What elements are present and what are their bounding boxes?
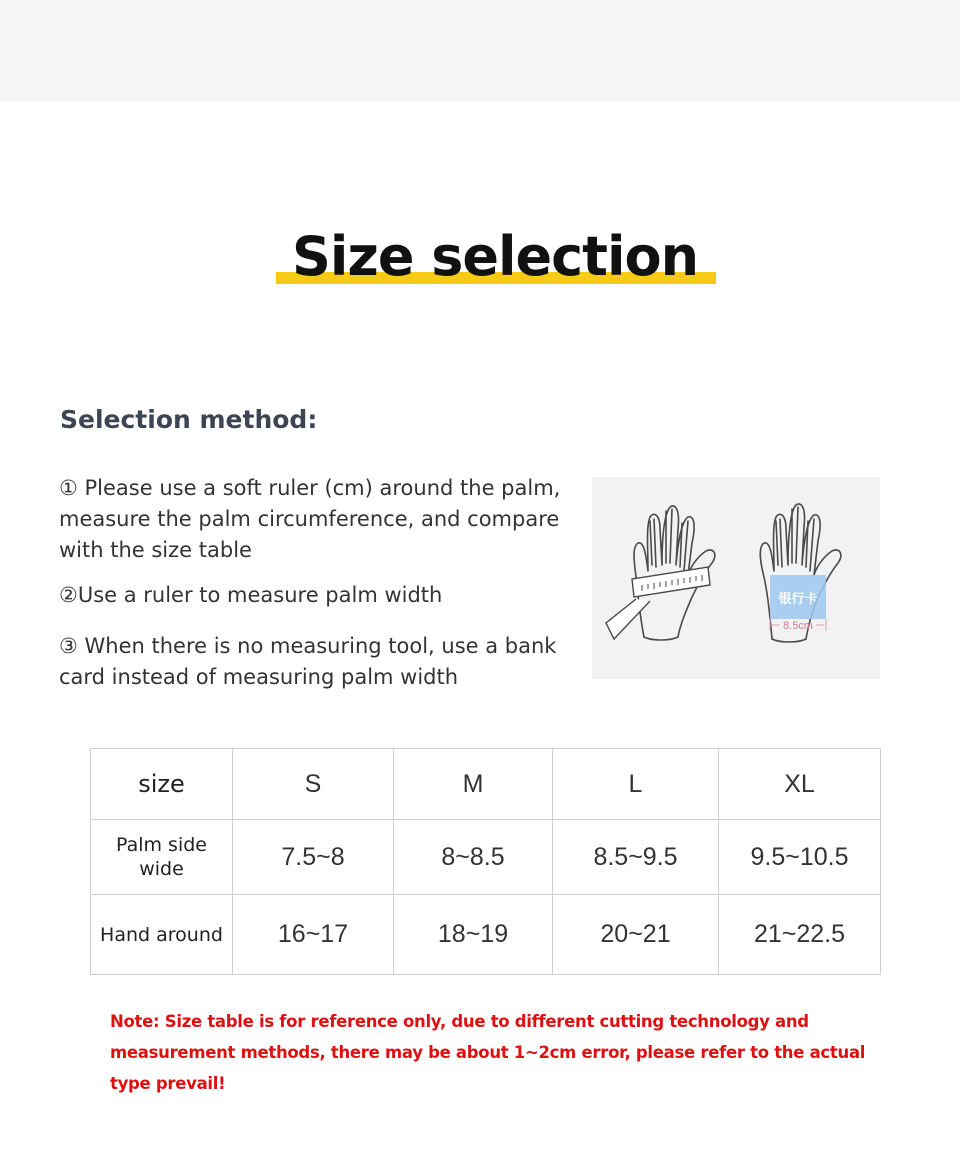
size-table [90,748,881,975]
table-cell: 16~17 [233,895,394,975]
step-1: ① Please use a soft ruler (cm) around the palm, measure the palm circumference, and compare with the size table [59,476,561,562]
table-row [91,895,881,975]
table-header-cell: M [394,749,553,820]
page-title: Size selection [291,225,699,288]
table-header-row [91,749,881,820]
hand-measurement-illustration [592,477,880,679]
bank-card-label: 银行卡 [778,592,818,607]
table-cell: 20~21 [553,895,719,975]
title-section [0,222,960,292]
size-note: Note: Size table is for reference only, due to different cutting technology and measurement methods, there may be about 1~2cm error, please refer to the actual type prevail! [110,1012,866,1093]
table-header-cell: size [91,749,233,820]
row-label-text: Palm side wide [115,834,207,880]
top-banner [0,0,960,101]
hands-illustration [592,477,880,679]
table-cell: 21~22.5 [719,895,881,975]
row-label [91,820,233,895]
table-cell: 9.5~10.5 [719,820,881,895]
table-cell: 18~19 [394,895,553,975]
step-2: ②Use a ruler to measure palm width [59,583,443,607]
measuring-tape-icon [606,567,710,639]
table-header-cell: L [553,749,719,820]
table-header-cell: XL [719,749,881,820]
selection-steps [59,473,589,693]
table-row [91,820,881,895]
table-cell: 8.5~9.5 [553,820,719,895]
table-cell: 8~8.5 [394,820,553,895]
table-cell: 7.5~8 [233,820,394,895]
bank-card-width-label: 8.5cm [783,620,813,632]
selection-method-heading: Selection method: [60,405,318,434]
table-header-cell: S [233,749,394,820]
step-3: ③ When there is no measuring tool, use a bank card instead of measuring palm width [59,634,557,689]
row-label: Hand around [91,895,233,975]
